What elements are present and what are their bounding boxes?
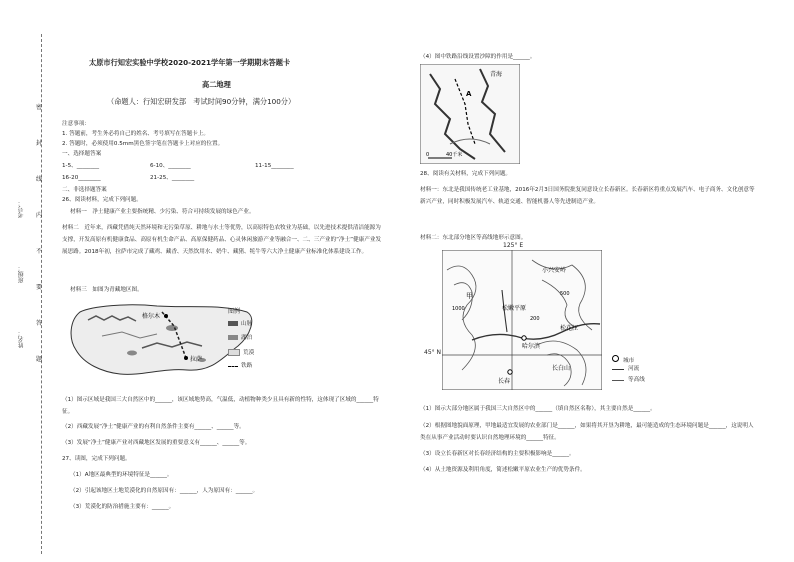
class-label: 班级： (18, 265, 25, 283)
q28-material-1: 材料一：东北是我国传统老工业基地，2016年2月3日国务院批复同意设立长春新区。长春新区将重点发展汽车、电子商务、文化创意等新兴产业，同时积极发展汽车、轨道交通、智能机器人等先进制造产业。 (420, 187, 755, 205)
q27-answer-1[interactable]: （1）A地区最典型的环境特征是______。 (70, 472, 173, 478)
note-item: 2. 答题时，必须使用0.5mm黑色签字笔在答题卡上对应的位置。 (62, 141, 224, 147)
northeast-map (442, 250, 602, 390)
binding-char: 密 (36, 104, 43, 111)
province-label: 青海 (490, 71, 503, 78)
name-label: 姓名： (18, 330, 25, 348)
label-songnen: 松嫩平原 (502, 305, 527, 312)
city-marker (184, 356, 188, 360)
binding-char: 答 (36, 320, 43, 327)
q28-material-2: 材料二：东北部分地区等高线地形示意图。 (420, 235, 527, 241)
region-outline (71, 305, 252, 375)
city-changchun (508, 370, 512, 374)
binding-char: 不 (36, 248, 43, 255)
label-songhuajiang: 松花江 (560, 325, 579, 332)
longitude-label: 125° E (503, 242, 524, 249)
contour-value: 1000 (452, 306, 465, 312)
binding-chars (36, 90, 46, 378)
binding-char: 封 (36, 140, 43, 147)
q26-material-3: 材料三 如图为青藏地区图。 (70, 287, 143, 293)
city-harbin (522, 336, 526, 340)
legend-item-desert: 荒漠 (228, 349, 254, 357)
q27-answer-4[interactable]: （4）图中铁路沿线设置沙障的作用是______。 (420, 54, 536, 60)
latitude-label: 45° N (424, 349, 442, 356)
label-xiaoxinganling: 小兴安岭 (542, 267, 567, 274)
contour-value: 200 (530, 316, 540, 322)
choice-row-2-a[interactable]: 16-20________ (62, 175, 101, 181)
binding-char: 要 (36, 284, 43, 291)
legend-contour: 等高线 (612, 377, 645, 384)
city-marker (164, 314, 168, 318)
q27-prompt: 27、读图，完成下列问题。 (62, 456, 131, 462)
legend-river: 河流 (612, 366, 639, 373)
choice-row-1-b[interactable]: 6-10、________ (150, 163, 191, 169)
q28-answer-2[interactable]: （2）根据图地貌面原理，甲地最适宜发展的农业部门是______，如果将其开垦为耕地，最可能造成的生态环境问题是______，这说明人类在从事产业活动时要认识自然地理环境的______特征。 (420, 423, 754, 441)
exam-title: 太原市行知宏实验中学校2020-2021学年第一学期期末答题卡 (89, 58, 291, 67)
lake (127, 351, 137, 356)
subject-title: 高二地理 (202, 80, 231, 89)
notes-heading: 注意事项： (62, 121, 90, 127)
scale-label: 40千米 (446, 152, 463, 158)
legend-city: 城市 (612, 355, 634, 365)
nonchoice-heading: 二、非选择题答案 (62, 187, 107, 193)
label-harbin: 哈尔滨 (522, 343, 541, 350)
binding-char: 线 (36, 176, 43, 183)
region-label-a: A (466, 90, 472, 98)
q26-prompt: 26、阅读材料，完成下列问题。 (62, 197, 142, 203)
river-icon (612, 369, 624, 370)
city-label-lhasa: 拉萨 (190, 356, 203, 363)
choice-row-1-a[interactable]: 1-5、________ (62, 163, 100, 169)
choice-heading: 一、选择题答案 (62, 151, 102, 157)
q27-answer-2[interactable]: （2）引起该地区土地荒漠化的自然原因有：______，人为原因有：______。 (70, 488, 259, 494)
map-frame (442, 250, 602, 390)
contour-icon (612, 380, 624, 381)
legend-item-railway: 铁路 (228, 363, 252, 370)
exam-no-label: 考号： (18, 200, 25, 218)
choice-row-1-c[interactable]: 11-15________ (255, 163, 294, 169)
q27-map (420, 64, 520, 164)
note-item: 1. 答题前，考生务必将自己的姓名、考号填写在答题卡上。 (62, 131, 209, 137)
legend-item-mountain: 山脉 (228, 321, 252, 328)
city-label-golmud: 格尔木 (142, 313, 161, 320)
legend-item-lake: 湖泊 (228, 335, 252, 342)
q28-answer-1[interactable]: （1）图示大部分地区属于我国三大自然区中的______（填自然区名称），其主要自然是______。 (420, 406, 656, 412)
mountain-swatch (228, 321, 238, 326)
binding-char: 题 (36, 356, 43, 363)
q26-answer-1[interactable]: （1）图示区域是我国三大自然区中的______，该区域地势高，气温低，动植物种类少且具有新的性特，这体现了区域的______特征。 (62, 397, 379, 415)
q28-prompt: 28、阅读有关材料，完成下列问题。 (420, 171, 512, 177)
q27-answer-3[interactable]: （3）荒漠化的防治措施主要有：______。 (70, 504, 175, 510)
label-changbaishan: 长白山 (552, 365, 571, 372)
railway-swatch (228, 364, 238, 367)
choice-row-2-b[interactable]: 21-25、________ (150, 175, 195, 181)
q26-answer-2[interactable]: （2）西藏发展“净土”健康产业的有利自然条件主要有______、______等。 (62, 424, 245, 430)
map-frame (420, 64, 520, 164)
label-changchun: 长春 (498, 378, 511, 385)
city-icon (612, 355, 619, 362)
binding-char: 内 (36, 212, 43, 219)
scale-zero: 0 (426, 152, 430, 158)
lake (166, 325, 178, 331)
q26-answer-3[interactable]: （3）发展“净土”健康产业对西藏地区发展的重要意义有______、______等。 (62, 440, 251, 446)
q26-material-2: 材料二 近年来，西藏凭借纯天然环境和无污染草原、耕地与水土等优势，以高原特色农牧业为基础，以先进技术提供清洁能源为支撑，开发高原有机健康食品、高原有机生命产品、高原保健药品、心灵休闲旅游产业等融合一、二、三产业的“净土”健康产业发展思路。2018年初，拉萨市完成了藏鸡、藏香、天然饮用水、奶牛、藏猪、牦牛等六大净土健康产业标准化体系建设工作。 (62, 225, 382, 255)
desert-swatch (228, 349, 240, 356)
q28-answer-3[interactable]: （3）设立长春新区对长春经济结构的主要积极影响是______。 (420, 451, 575, 457)
tibet-map (62, 298, 288, 384)
lake-swatch (228, 335, 238, 340)
exam-info: （命题人：行知宏研发部 考试时间90分钟，满分100分） (107, 97, 296, 106)
label-jia: 甲 (466, 292, 473, 300)
q28-answer-4[interactable]: （4）从土地资源及利用角度，简述松嫩平原农业生产的优势条件。 (420, 467, 586, 473)
q26-material-1: 材料一 净土健康产业主要指统精、少污染、符合可持续发展的绿色产业。 (70, 209, 255, 215)
contour-value: 500 (560, 291, 570, 297)
legend-title: 图例 (228, 308, 241, 315)
